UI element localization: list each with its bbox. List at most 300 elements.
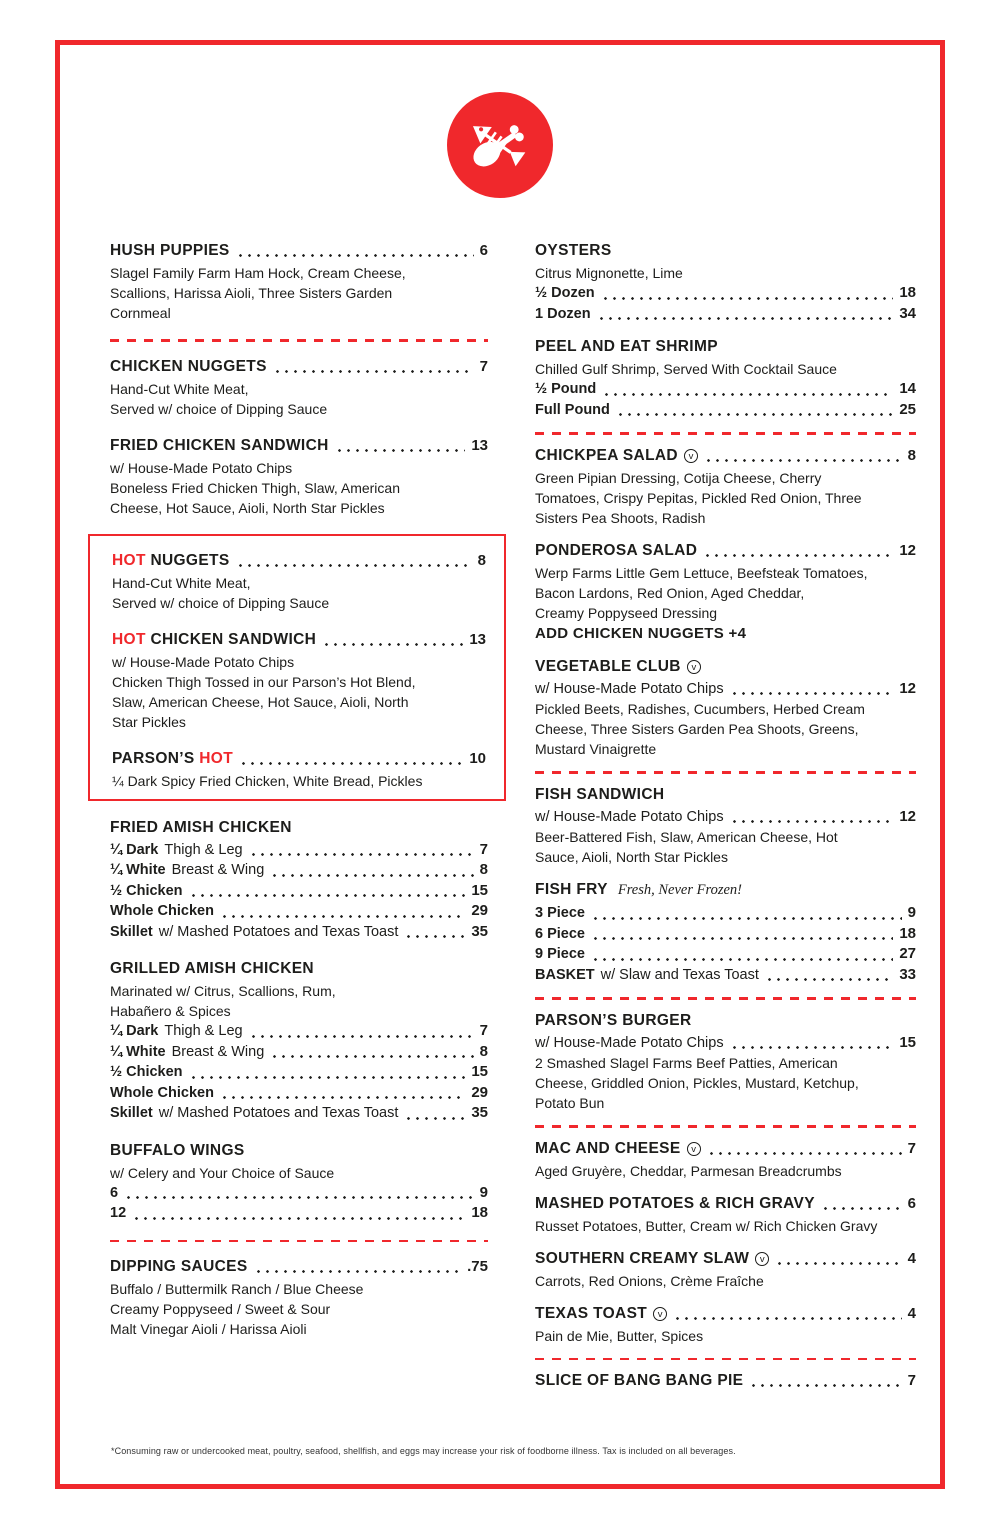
vegetarian-icon: v — [684, 449, 698, 463]
menu-item-title — [535, 1138, 681, 1159]
menu-item-description: Hand-Cut White Meat, — [110, 380, 249, 397]
menu-item-title — [535, 1193, 815, 1214]
menu-subitem-label — [110, 901, 214, 922]
menu-item-price: 15 — [471, 1063, 488, 1080]
dot-leader — [704, 459, 902, 462]
menu-subitem-row — [535, 965, 916, 986]
menu-item-title — [535, 540, 697, 561]
dot-leader — [597, 317, 894, 320]
menu-item-price: 4 — [907, 1304, 916, 1322]
menu-item-price: 4 — [907, 1249, 916, 1267]
menu-item-title-text: MASHED POTATOES & RICH GRAVY — [535, 1194, 815, 1212]
menu-item-description: Habañero & Spices — [110, 1003, 231, 1019]
menu-section — [112, 748, 486, 791]
menu-item-description: Cornmeal — [110, 305, 171, 321]
menu-item-price: 10 — [469, 749, 486, 767]
menu-subitem-row — [535, 807, 916, 828]
menu-item-price: 18 — [471, 1204, 488, 1221]
menu-subitem-row — [110, 922, 488, 943]
menu-subitem-name: 9 Piece — [535, 946, 585, 962]
menu-item-price: 15 — [899, 1033, 916, 1051]
menu-subitem-name: ½ Chicken — [110, 882, 183, 899]
menu-item-title-text: SLICE OF BANG BANG PIE — [535, 1372, 744, 1389]
menu-item-title-row — [535, 540, 916, 561]
dot-leader — [220, 915, 465, 918]
menu-item-description: Creamy Poppyseed Dressing — [535, 604, 718, 621]
menu-subitem-label — [535, 903, 585, 924]
menu-subitem-label — [110, 1183, 118, 1204]
menu-subitem-name: Skillet — [110, 923, 153, 940]
menu-item-title-text: PARSON’S BURGER — [535, 1011, 692, 1029]
menu-item-description: Tomatoes, Crispy Pepitas, Pickled Red Onion, Three — [535, 489, 862, 506]
menu-item-title-text: GRILLED AMISH CHICKEN — [110, 960, 314, 977]
menu-item-description: Malt Vinegar Aioli / Harissa Aioli — [110, 1321, 307, 1337]
menu-item-title — [112, 748, 233, 769]
fish-and-drumstick-icon — [447, 92, 553, 198]
menu-item-price: 35 — [471, 1104, 488, 1121]
menu-item-description: w/ House-Made Potato Chips — [110, 459, 293, 476]
menu-subitem-name: ¼ White — [110, 1043, 166, 1060]
menu-subitem-label — [535, 944, 585, 965]
menu-item-title — [535, 445, 678, 466]
menu-item-title-text: FRIED AMISH CHICKEN — [110, 818, 292, 836]
menu-item-title-text: PONDEROSA SALAD — [535, 541, 698, 559]
menu-item-title-text: VEGETABLE CLUB — [535, 657, 681, 675]
menu-item-title — [535, 879, 608, 900]
menu-section — [535, 445, 916, 528]
menu-section — [535, 1303, 916, 1346]
menu-section — [110, 817, 488, 943]
menu-item-title-row — [535, 1010, 916, 1031]
menu-item-price: 29 — [471, 902, 488, 919]
menu-item-description: Beer-Battered Fish, Slaw, American Cheese, Hot — [535, 829, 838, 845]
dot-leader — [765, 978, 893, 981]
menu-item-description: ¼ Dark Spicy Fried Chicken, White Bread, Pickles — [112, 772, 423, 789]
dot-leader — [270, 874, 473, 877]
menu-subitem-text: w/ House-Made Potato Chips — [535, 680, 724, 697]
menu-subitem-label — [535, 400, 610, 421]
menu-item-title-text: CHICKPEA SALAD — [535, 446, 678, 464]
menu-section — [535, 540, 916, 644]
dashed-divider — [535, 997, 916, 1000]
menu-subitem-row — [110, 1103, 488, 1124]
menu-item-description: Mustard Vinaigrette — [535, 741, 657, 757]
menu-item-price: 34 — [899, 304, 916, 322]
menu-section — [110, 356, 488, 419]
dashed-divider — [110, 1240, 488, 1243]
menu-item-title-text: OYSTERS — [535, 242, 612, 259]
menu-item-title — [535, 1010, 692, 1031]
menu-subitem-name: BASKET — [535, 966, 595, 983]
menu-section — [535, 879, 916, 985]
menu-subitem-row — [110, 1203, 488, 1224]
menu-section — [110, 958, 488, 1124]
menu-subitem-name: 6 Piece — [535, 925, 585, 942]
menu-subitem-label — [110, 881, 183, 902]
menu-item-description: Sauce, Aioli, North Star Pickles — [535, 849, 728, 865]
dot-leader — [601, 297, 894, 300]
dot-leader — [249, 1035, 474, 1038]
menu-item-price: 25 — [899, 400, 916, 418]
menu-item-title-text: HOT — [112, 630, 146, 648]
menu-subitem-label — [110, 860, 264, 881]
menu-item-title-text: FISH SANDWICH — [535, 785, 665, 803]
menu-item-title — [535, 336, 718, 357]
menu-subitem-name: 6 — [110, 1184, 119, 1201]
dot-leader — [591, 937, 893, 940]
menu-item-title-text: FRIED CHICKEN SANDWICH — [110, 436, 329, 454]
dot-leader — [124, 1196, 474, 1199]
menu-subitem-row — [110, 1083, 488, 1104]
menu-item-price: 14 — [899, 380, 916, 397]
menu-item-title-row — [110, 817, 488, 838]
menu-item-title-row — [535, 445, 916, 466]
dashed-divider — [535, 432, 916, 435]
menu-subitem-name: ¼ White — [110, 862, 166, 878]
menu-item-title-text: CHICKEN NUGGETS — [110, 357, 267, 375]
fresh-note: Fresh, Never Frozen! — [617, 882, 742, 898]
menu-subitem-label — [535, 283, 595, 304]
menu-item-price: 7 — [907, 1372, 916, 1389]
menu-section — [535, 1138, 916, 1181]
dot-leader — [707, 1152, 902, 1155]
menu-subitem-row — [535, 903, 916, 924]
menu-item-description: Slagel Family Farm Ham Hock, Cream Cheese, — [110, 265, 406, 281]
menu-item-price: 6 — [479, 242, 488, 259]
dot-leader — [273, 370, 474, 373]
menu-subitem-row — [535, 1033, 916, 1054]
menu-item-description: Citrus Mignonette, Lime — [535, 265, 683, 281]
menu-item-title-row — [535, 784, 916, 805]
menu-item-title-row — [110, 435, 488, 456]
menu-subitem-name: 3 Piece — [535, 905, 585, 921]
menu-subitem-row — [535, 304, 916, 325]
menu-subitem-label — [110, 1062, 183, 1083]
menu-item-title-text: SOUTHERN CREAMY SLAW — [535, 1249, 750, 1267]
menu-subitem-text: w/ Mashed Potatoes and Texas Toast — [158, 1105, 399, 1121]
menu-item-price: 12 — [899, 541, 916, 559]
menu-item-price: 9 — [479, 1183, 488, 1201]
menu-item-description: Chicken Thigh Tossed in our Parson’s Hot Blend, — [112, 673, 416, 690]
menu-item-title-row — [110, 1140, 488, 1161]
menu-subitem-row — [110, 1042, 488, 1063]
menu-item-price: 18 — [899, 924, 916, 942]
menu-section — [110, 1256, 488, 1339]
menu-item-price: 7 — [479, 1022, 488, 1039]
menu-item-title-row — [535, 1193, 916, 1214]
dot-leader — [270, 1055, 473, 1058]
menu-item-title — [110, 1140, 245, 1161]
menu-item-title-row — [535, 1138, 916, 1159]
menu-item-description: Cheese, Hot Sauce, Aioli, North Star Pickles — [110, 499, 385, 516]
menu-subitem-name: 1 Dozen — [535, 305, 591, 322]
menu-item-description: Scallions, Harissa Aioli, Three Sisters Garden — [110, 285, 393, 301]
menu-item-title-row — [535, 656, 916, 677]
menu-subitem-label — [535, 304, 591, 325]
menu-item-title — [110, 1256, 248, 1277]
dot-leader — [236, 564, 472, 567]
menu-column-right — [535, 240, 916, 1403]
menu-subitem-name: ½ Chicken — [110, 1064, 183, 1080]
menu-columns — [110, 240, 916, 1403]
menu-item-title-text: FISH FRY — [535, 881, 608, 898]
menu-subitem-label — [110, 1021, 243, 1042]
menu-item-title-text: CHICKEN SANDWICH — [145, 630, 317, 648]
menu-item-title-row — [535, 1370, 916, 1391]
menu-item-price: 7 — [479, 357, 488, 375]
menu-item-price: .75 — [467, 1258, 488, 1275]
parsons-logo — [447, 92, 553, 198]
menu-subitem-text: w/ House-Made Potato Chips — [535, 808, 724, 825]
menu-item-description: Boneless Fried Chicken Thigh, Slaw, American — [110, 479, 400, 496]
menu-item-title-row — [110, 240, 488, 261]
menu-item-title-row — [535, 879, 916, 901]
menu-subitem-row — [535, 283, 916, 304]
dot-leader — [730, 1046, 894, 1049]
menu-section — [110, 1140, 488, 1224]
menu-subitem-row — [535, 679, 916, 700]
menu-item-description: Pain de Mie, Butter, Spices — [535, 1327, 704, 1344]
menu-item-description: Russet Potatoes, Butter, Cream w/ Rich Chicken Gravy — [535, 1217, 878, 1234]
menu-subitem-label — [535, 965, 759, 986]
menu-subitem-label — [535, 679, 724, 700]
menu-subitem-name: Whole Chicken — [110, 1084, 214, 1101]
menu-item-price: 8 — [907, 446, 916, 464]
menu-item-description: Sisters Pea Shoots, Radish — [535, 509, 706, 526]
menu-subitem-row — [110, 1183, 488, 1204]
menu-item-title — [112, 629, 316, 650]
menu-section — [535, 784, 916, 868]
menu-subitem-name: Whole Chicken — [110, 903, 214, 919]
dot-leader — [775, 1262, 901, 1265]
menu-item-title-row — [110, 958, 488, 979]
menu-subitem-row — [110, 1062, 488, 1083]
menu-item-price: 13 — [469, 630, 486, 648]
menu-item-title — [535, 240, 612, 261]
menu-item-description: w/ House-Made Potato Chips — [112, 653, 295, 670]
menu-item-description: w/ Celery and Your Choice of Sauce — [110, 1164, 335, 1181]
menu-item-description: Chilled Gulf Shrimp, Served With Cocktail Sauce — [535, 361, 837, 377]
menu-item-price: 8 — [479, 1042, 488, 1060]
menu-subitem-row — [110, 1021, 488, 1042]
menu-item-title — [110, 435, 329, 456]
menu-section — [535, 1370, 916, 1391]
menu-subitem-text: Thigh & Leg — [164, 841, 243, 858]
menu-item-description: Slaw, American Cheese, Hot Sauce, Aioli, North — [112, 693, 409, 710]
menu-item-title-row — [535, 240, 916, 261]
menu-item-description: Green Pipian Dressing, Cotija Cheese, Cherry — [535, 469, 822, 486]
menu-item-description: Carrots, Red Onions, Crème Fraîche — [535, 1272, 764, 1289]
menu-subitem-name: ¼ Dark — [110, 841, 159, 858]
vegetarian-icon: v — [755, 1252, 769, 1266]
menu-item-price: 15 — [471, 881, 488, 899]
menu-item-description: Hand-Cut White Meat, — [112, 574, 251, 591]
menu-item-description: Aged Gruyère, Cheddar, Parmesan Breadcrumbs — [535, 1162, 842, 1179]
menu-item-title-row — [110, 1256, 488, 1277]
menu-item-price: 12 — [899, 679, 916, 697]
menu-item-title-row — [535, 1303, 916, 1324]
menu-subitem-row — [535, 400, 916, 421]
menu-item-description: Cheese, Griddled Onion, Pickles, Mustard, Ketchup, — [535, 1075, 859, 1091]
dot-leader — [703, 554, 893, 557]
menu-item-title — [110, 240, 230, 261]
dot-leader — [220, 1096, 465, 1099]
menu-item-title — [535, 1248, 749, 1269]
menu-item-title-text: MAC AND CHEESE — [535, 1139, 681, 1157]
dot-leader — [673, 1317, 902, 1320]
menu-subitem-row — [110, 860, 488, 881]
menu-subitem-text: w/ Slaw and Texas Toast — [600, 966, 759, 983]
menu-item-description: Served w/ choice of Dipping Sauce — [112, 594, 330, 611]
menu-subitem-name: 12 — [110, 1205, 127, 1221]
menu-subitem-row — [535, 944, 916, 965]
menu-item-title-text: NUGGETS — [145, 551, 230, 569]
menu-item-price: 13 — [471, 436, 488, 454]
menu-add-on: ADD CHICKEN NUGGETS +4 — [535, 624, 747, 642]
vegetarian-icon: v — [687, 660, 701, 674]
menu-subitem-label — [535, 1033, 724, 1054]
menu-subitem-name: ½ Dozen — [535, 285, 595, 301]
menu-subitem-row — [535, 924, 916, 945]
dot-leader — [322, 643, 463, 646]
menu-subitem-label — [110, 1203, 126, 1224]
dot-leader — [730, 820, 894, 823]
dot-leader — [404, 1117, 465, 1120]
menu-item-description: 2 Smashed Slagel Farms Beef Patties, American — [535, 1055, 838, 1071]
menu-subitem-name: ¼ Dark — [110, 1023, 159, 1039]
menu-item-price: 18 — [899, 284, 916, 301]
menu-subitem-label — [110, 1103, 398, 1124]
dot-leader — [239, 762, 463, 765]
menu-item-title — [110, 958, 314, 979]
dashed-divider — [535, 1358, 916, 1361]
menu-item-description: Bacon Lardons, Red Onion, Aged Cheddar, — [535, 584, 805, 601]
menu-subitem-label — [535, 807, 724, 828]
menu-item-price: 7 — [907, 1139, 916, 1157]
dot-leader — [132, 1217, 465, 1220]
menu-item-description: Potato Bun — [535, 1095, 605, 1111]
menu-item-title-row — [112, 550, 486, 571]
menu-section — [535, 1248, 916, 1291]
menu-item-price: 33 — [899, 965, 916, 983]
menu-subitem-label — [110, 1083, 214, 1104]
menu-subitem-name: ½ Pound — [535, 381, 597, 397]
menu-subitem-label — [110, 840, 243, 861]
menu-subitem-name: Full Pound — [535, 401, 610, 418]
menu-item-description: Cheese, Three Sisters Garden Pea Shoots, Greens, — [535, 721, 859, 737]
menu-item-price: 8 — [479, 861, 488, 878]
menu-item-title-text: HOT — [112, 551, 146, 569]
dashed-divider — [110, 339, 488, 342]
dot-leader — [591, 917, 902, 920]
dot-leader — [254, 1270, 462, 1273]
menu-item-title-row — [535, 336, 916, 357]
dot-leader — [602, 393, 893, 396]
menu-item-title-text: HOT — [199, 749, 234, 767]
dot-leader — [335, 449, 466, 452]
vegetarian-icon: v — [687, 1142, 701, 1156]
menu-subitem-text: w/ House-Made Potato Chips — [535, 1034, 724, 1051]
menu-item-title — [110, 817, 292, 838]
dashed-divider — [535, 771, 916, 774]
menu-item-description: Star Pickles — [112, 713, 186, 730]
menu-subitem-label — [110, 1042, 264, 1063]
menu-item-title-text: DIPPING SAUCES — [110, 1258, 248, 1275]
dot-leader — [189, 894, 466, 897]
menu-section — [110, 435, 488, 518]
menu-item-price: 8 — [477, 551, 486, 569]
menu-subitem-label — [535, 924, 585, 945]
menu-subitem-label — [535, 379, 596, 400]
menu-item-price: 6 — [907, 1194, 916, 1212]
menu-item-title — [112, 550, 230, 571]
menu-section — [112, 629, 486, 732]
dashed-divider — [535, 1125, 916, 1128]
menu-item-description: Werp Farms Little Gem Lettuce, Beefsteak Tomatoes, — [535, 564, 868, 581]
menu-item-title-row — [112, 629, 486, 650]
dot-leader — [404, 935, 465, 938]
menu-subitem-row — [110, 901, 488, 922]
dot-leader — [616, 413, 893, 416]
menu-item-title-text: TEXAS TOAST — [535, 1304, 648, 1322]
menu-item-title-row — [535, 1248, 916, 1269]
menu-column-left — [110, 240, 488, 1355]
menu-section — [535, 1010, 916, 1114]
menu-item-price: 9 — [907, 904, 916, 921]
menu-subitem-label — [110, 922, 398, 943]
dot-leader — [591, 958, 893, 961]
menu-section — [535, 656, 916, 760]
dot-leader — [749, 1384, 901, 1387]
menu-item-description: Creamy Poppyseed / Sweet & Sour — [110, 1301, 331, 1317]
menu-item-title — [535, 1303, 647, 1324]
menu-item-title-text: HUSH PUPPIES — [110, 242, 230, 259]
menu-item-description: Buffalo / Buttermilk Ranch / Blue Cheese — [110, 1281, 364, 1297]
menu-item-title — [110, 356, 267, 377]
dot-leader — [730, 692, 894, 695]
menu-subitem-text: Thigh & Leg — [164, 1023, 243, 1039]
menu-item-title — [535, 1370, 743, 1391]
menu-section — [110, 240, 488, 323]
footer-disclaimer: *Consuming raw or undercooked meat, poultry, seafood, shellfish, and eggs may increase your risk of foodborne illness. Tax is included on all beverages. — [111, 1446, 736, 1456]
menu-subitem-text: Breast & Wing — [171, 862, 265, 878]
menu-subitem-row — [110, 881, 488, 902]
menu-item-title — [535, 656, 681, 677]
menu-item-price: 29 — [471, 1083, 488, 1101]
hot-items-box — [88, 534, 506, 801]
menu-item-description: Served w/ choice of Dipping Sauce — [110, 400, 328, 417]
menu-section — [535, 1193, 916, 1236]
dot-leader — [189, 1076, 466, 1079]
menu-subitem-text: Breast & Wing — [171, 1043, 265, 1060]
menu-item-title-row — [112, 748, 486, 769]
menu-item-title-text: PARSON’S — [112, 749, 200, 767]
menu-item-title — [535, 784, 664, 805]
menu-item-title-text: BUFFALO WINGS — [110, 1141, 245, 1159]
menu-section — [535, 336, 916, 420]
vegetarian-icon: v — [653, 1307, 667, 1321]
menu-section — [535, 240, 916, 324]
menu-item-price: 12 — [899, 807, 916, 825]
menu-item-price: 35 — [471, 922, 488, 940]
menu-section — [112, 550, 486, 613]
menu-subitem-name: Skillet — [110, 1105, 153, 1121]
menu-item-price: 27 — [899, 945, 916, 962]
menu-subitem-row — [535, 379, 916, 400]
dot-leader — [821, 1207, 902, 1210]
menu-item-description: Marinated w/ Citrus, Scallions, Rum, — [110, 983, 336, 999]
dot-leader — [236, 254, 474, 257]
